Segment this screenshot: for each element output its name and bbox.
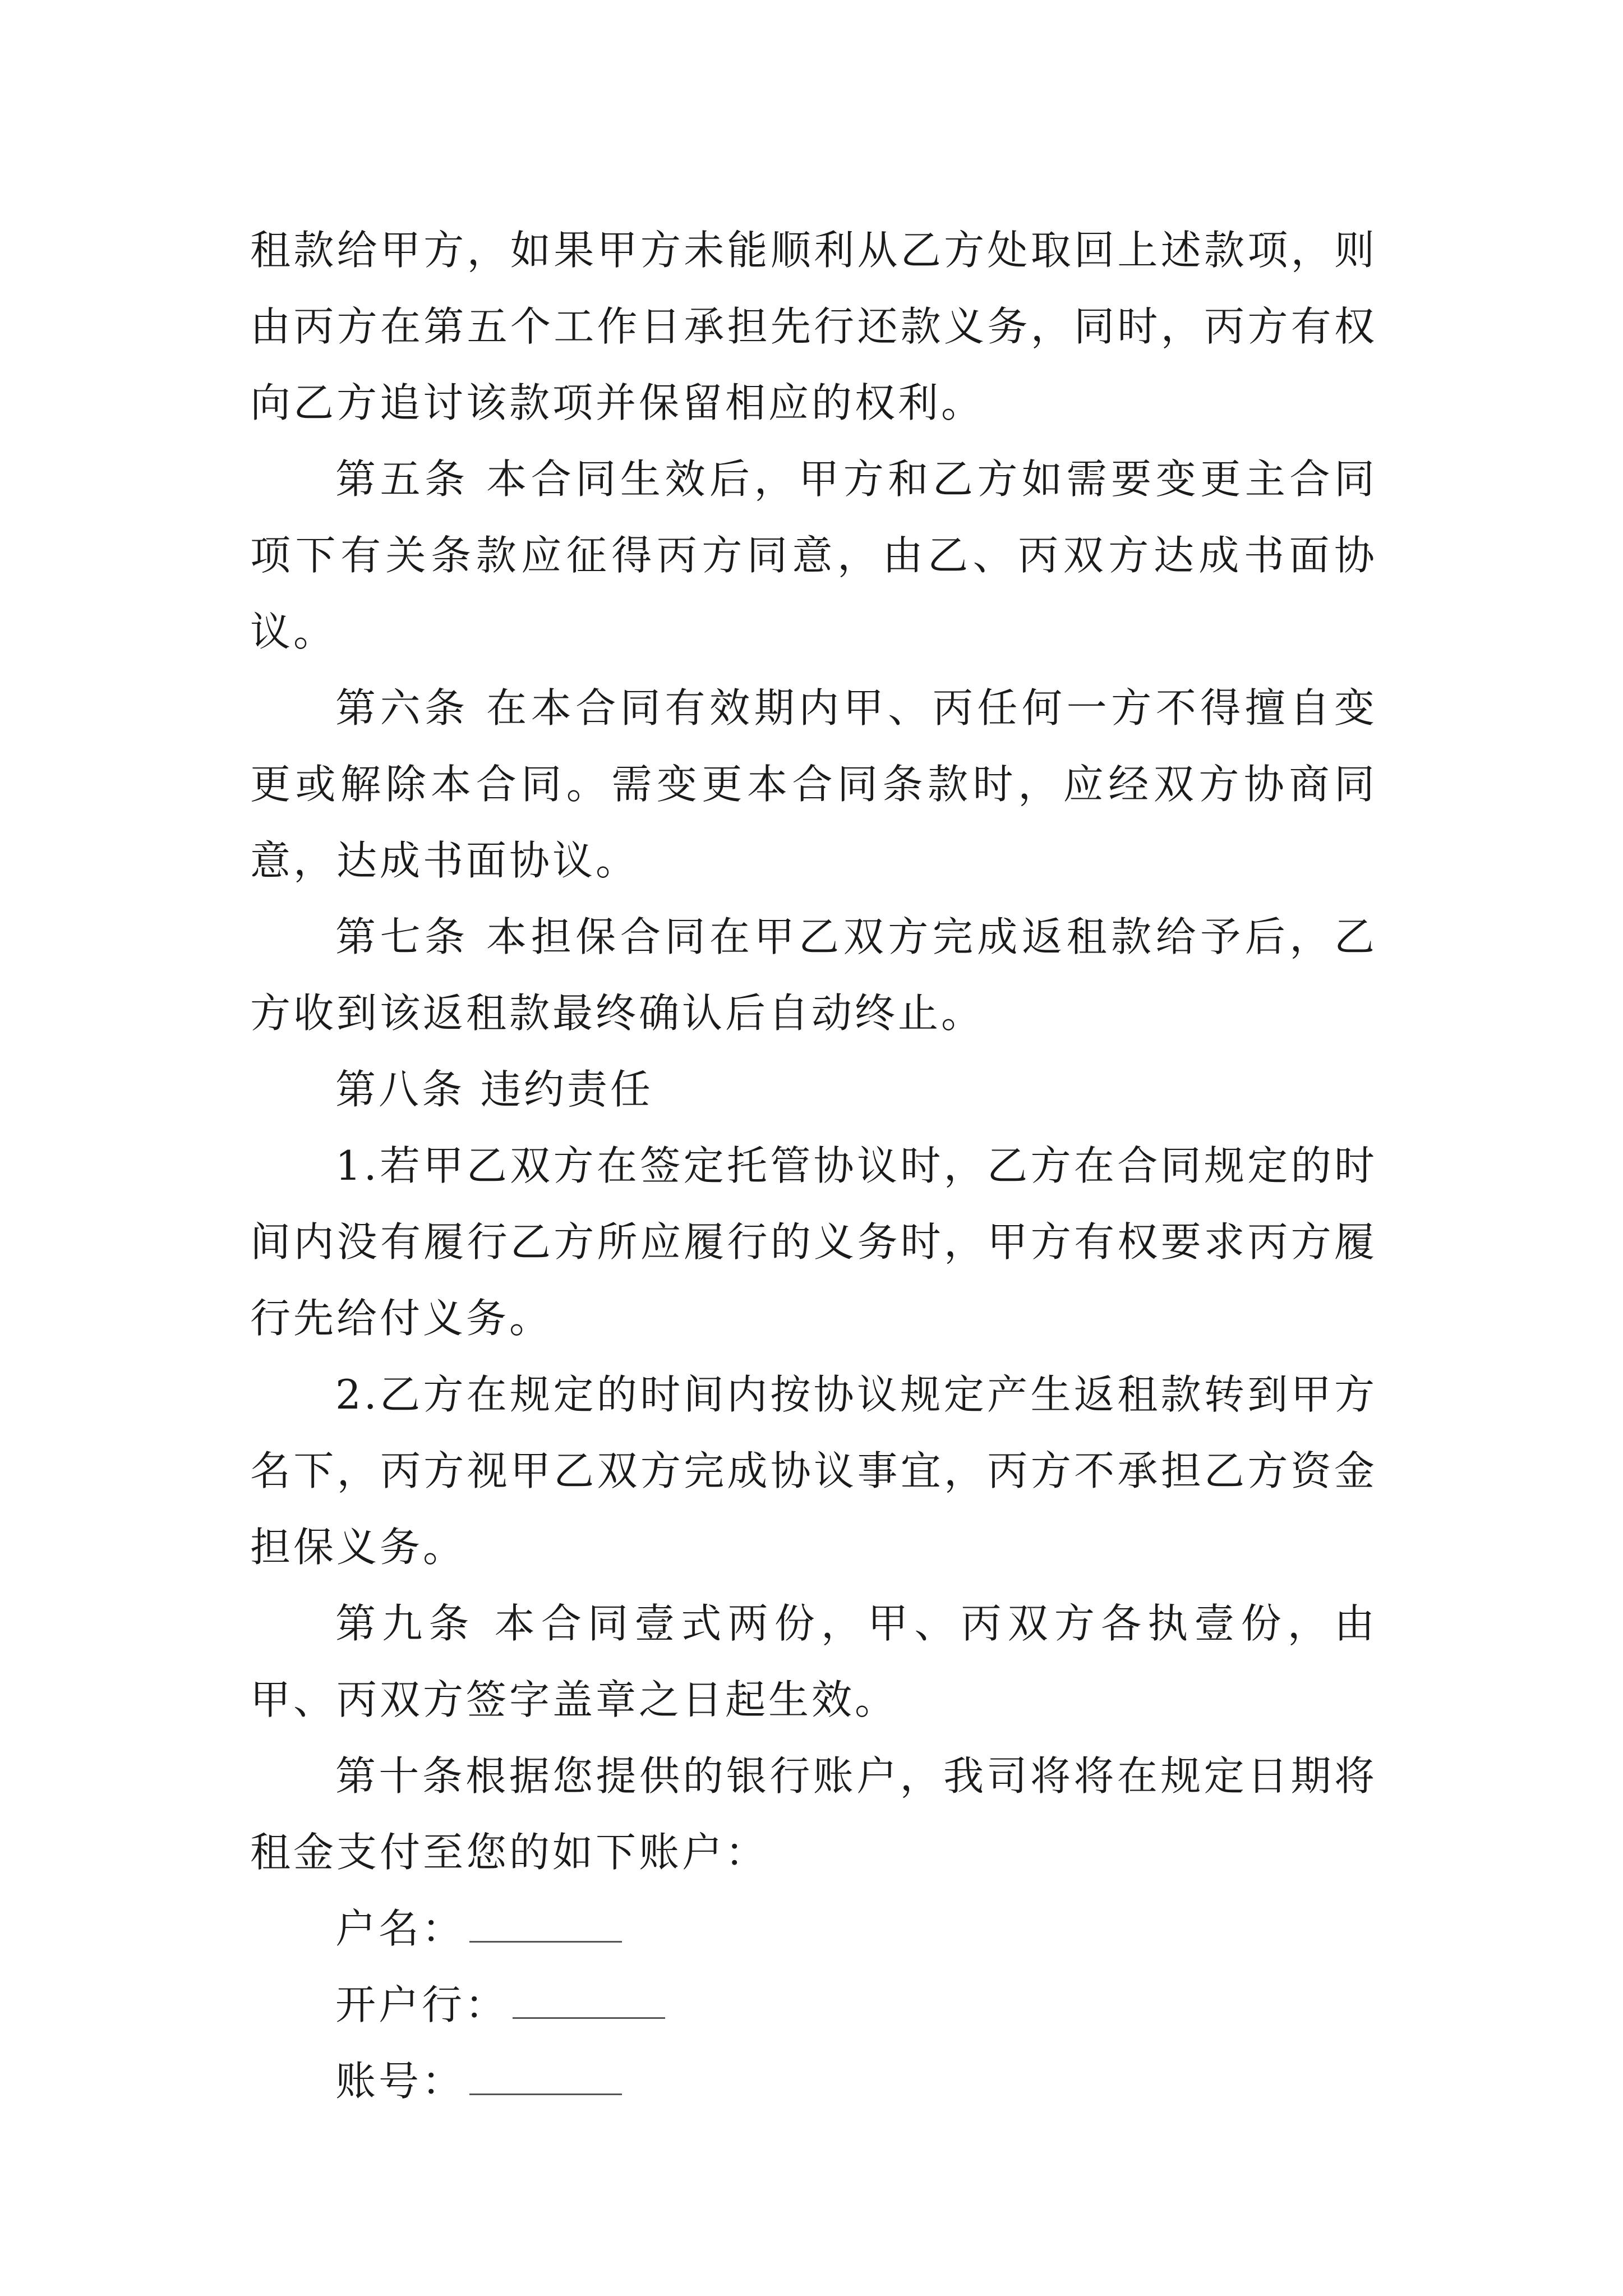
- account-number-label: 账号：: [335, 2058, 465, 2105]
- clause-6: 第六条 在本合同有效期内甲、丙任何一方不得擅自变更或解除本合同。需变更本合同条款时，应经双方协商同意，达成书面协议。: [250, 684, 1377, 884]
- paragraph-continuation: 租款给甲方，如果甲方未能顺利从乙方处取回上述款项，则由丙方在第五个工作日承担先行还款义务，同时，丙方有权向乙方追讨该款项并保留相应的权利。: [250, 227, 1377, 426]
- bank-name-label: 开户行：: [335, 1981, 509, 2028]
- clause-8-heading: 第八条 违约责任: [335, 1066, 653, 1113]
- bank-name-blank[interactable]: [513, 1984, 665, 2019]
- account-number-field: [250, 2043, 1377, 2119]
- account-number-blank[interactable]: [469, 2060, 622, 2095]
- clause-9: 第九条 本合同壹式两份，甲、丙双方各执壹份，由甲、丙双方签字盖章之日起生效。: [250, 1600, 1377, 1723]
- clause-5: 第五条 本合同生效后，甲方和乙方如需要变更主合同项下有关条款应征得丙方同意，由乙、丙双方达成书面协议。: [250, 455, 1377, 655]
- account-name-field: [250, 1890, 1377, 1967]
- clause-10: 第十条根据您提供的银行账户，我司将将在规定日期将租金支付至您的如下账户：: [250, 1752, 1377, 1876]
- bank-name-field: [250, 1967, 1377, 2043]
- account-name-label: 户名：: [335, 1905, 465, 1952]
- clause-8-item-1: 1.若甲乙双方在签定托管协议时，乙方在合同规定的时间内没有履行乙方所应履行的义务时，甲方有权要求丙方履行先给付义务。: [250, 1142, 1377, 1342]
- clause-7: 第七条 本担保合同在甲乙双方完成返租款给予后，乙方收到该返租款最终确认后自动终止。: [250, 913, 1377, 1037]
- clause-8-item-2: 2.乙方在规定的时间内按协议规定产生返租款转到甲方名下，丙方视甲乙双方完成协议事宜，丙方不承担乙方资金担保义务。: [250, 1371, 1377, 1571]
- account-name-blank[interactable]: [469, 1907, 622, 1943]
- document-body: [250, 212, 1377, 2119]
